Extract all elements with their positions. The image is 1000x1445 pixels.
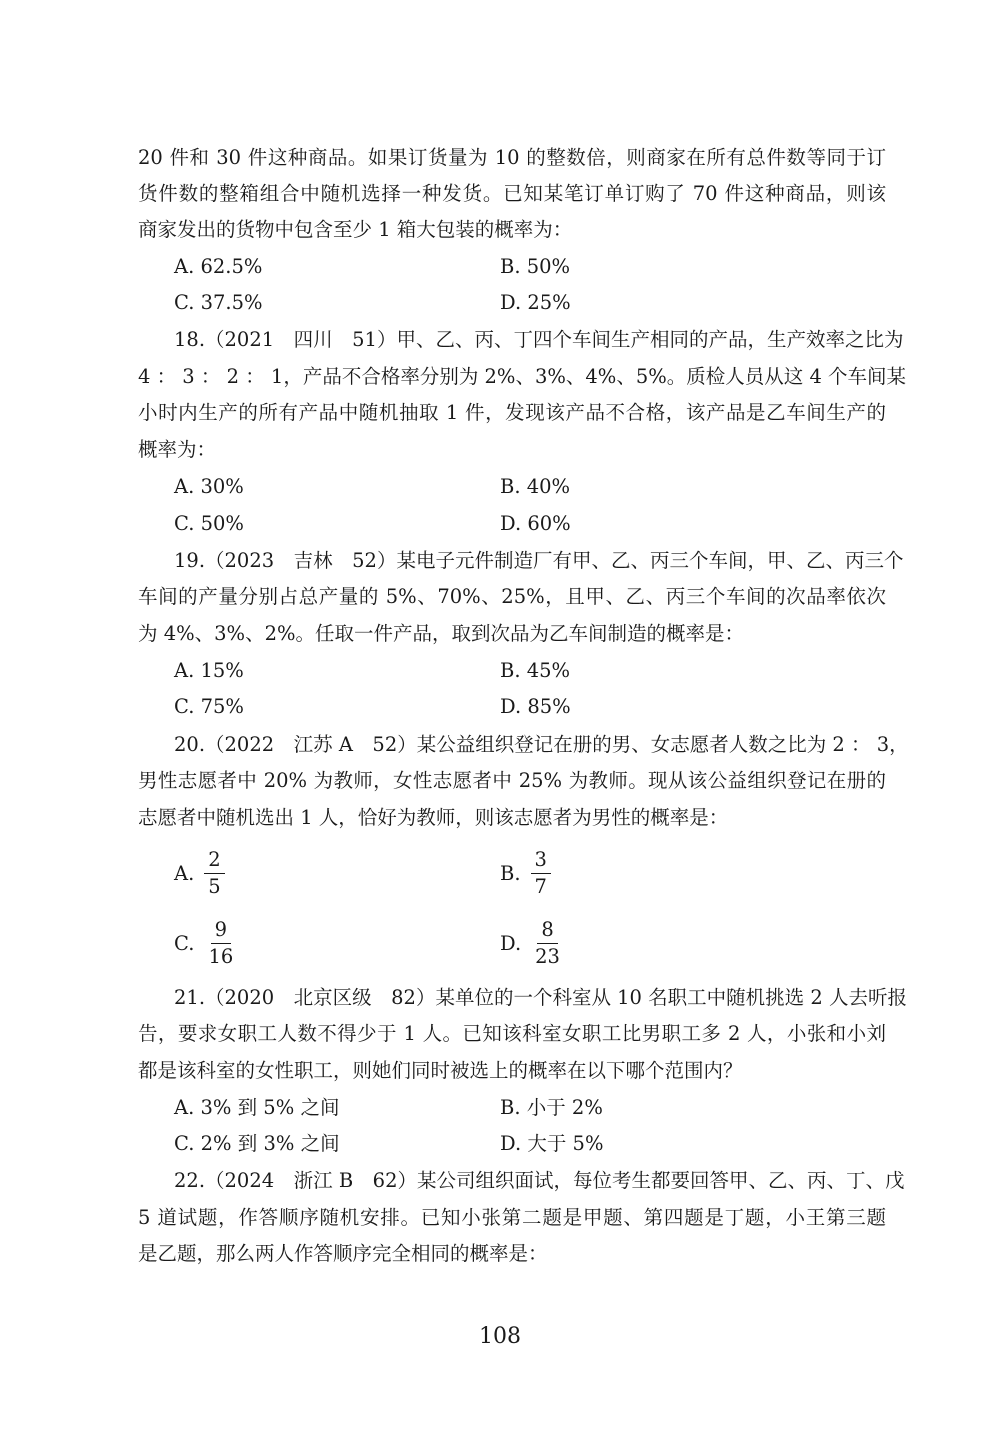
q18-option-b: B. 40% (500, 475, 571, 498)
q20-option-a (174, 842, 225, 904)
fraction (531, 849, 551, 898)
fraction (204, 919, 237, 968)
q21-text-line-2: 告，要求女职工人数不得少于 1 人。已知该科室女职工比男职工多 2 人，小张和小刘 (138, 1022, 886, 1045)
q20-option-d (500, 912, 564, 974)
q20-option-c (174, 912, 237, 974)
q20-text-line-2: 男性志愿者中 20% 为教师，女性志愿者中 25% 为教师。现从该公益组织登记在册的 (138, 769, 886, 792)
q21-text-line-3: 都是该科室的女性职工，则她们同时被选上的概率在以下哪个范围内？ (138, 1059, 743, 1082)
q17-text-line-1: 20 件和 30 件这种商品。如果订货量为 10 的整数倍，则商家在所有总件数等同于订 (138, 146, 886, 169)
q21-option-b: B. 小于 2% (500, 1096, 603, 1119)
q17-option-c: C. 37.5% (174, 291, 263, 314)
q17-text-line-3: 商家发出的货物中包含至少 1 箱大包装的概率为： (138, 218, 573, 241)
option-label: C. (174, 931, 195, 955)
numerator: 9 (211, 919, 231, 944)
q17-option-d: D. 25% (500, 291, 571, 314)
q19-option-c: C. 75% (174, 695, 244, 718)
numerator: 8 (537, 919, 557, 944)
q19-option-d: D. 85% (500, 695, 571, 718)
q18-text-line-3: 小时内生产的所有产品中随机抽取 1 件，发现该产品不合格，该产品是乙车间生产的 (138, 401, 886, 424)
q18-text-line-1: 18.（2021 四川 51）甲、乙、丙、丁四个车间生产相同的产品，生产效率之比为 (174, 328, 904, 351)
denominator: 5 (208, 874, 221, 898)
q19-option-a: A. 15% (174, 659, 244, 682)
q21-option-a: A. 3% 到 5% 之间 (174, 1096, 340, 1119)
q19-option-b: B. 45% (500, 659, 571, 682)
denominator: 16 (208, 944, 234, 968)
q17-option-a: A. 62.5% (174, 255, 263, 278)
denominator: 23 (535, 944, 560, 968)
q22-text-line-3: 是乙题，那么两人作答顺序完全相同的概率是： (138, 1242, 548, 1265)
option-label: A. (174, 861, 195, 885)
fraction (204, 849, 224, 898)
q21-option-c: C. 2% 到 3% 之间 (174, 1132, 340, 1155)
numerator: 3 (531, 849, 551, 874)
q18-option-d: D. 60% (500, 512, 571, 535)
q18-text-line-2: 4 ： 3 ： 2 ： 1，产品不合格率分别为 2%、3%、4%、5%。质检人员从这 4 个车间某 (138, 365, 907, 388)
q22-text-line-2: 5 道试题，作答顺序随机安排。已知小张第二题是甲题、第四题是丁题，小王第三题 (138, 1206, 886, 1229)
q20-text-line-3: 志愿者中随机选出 1 人，恰好为教师，则该志愿者为男性的概率是： (138, 806, 729, 829)
q21-text-line-1: 21.（2020 北京区级 82）某单位的一个科室从 10 名职工中随机挑选 2 人去听报 (174, 986, 907, 1009)
q20-option-b (500, 842, 551, 904)
q20-text-line-1: 20.（2022 江苏 A 52）某公益组织登记在册的男、女志愿者人数之比为 2 ： 3， (174, 733, 909, 756)
option-label: B. (500, 861, 521, 885)
q19-text-line-1: 19.（2023 吉林 52）某电子元件制造厂有甲、乙、丙三个车间，甲、乙、丙三个 (174, 549, 904, 572)
denominator: 7 (534, 874, 547, 898)
option-label: D. (500, 931, 522, 955)
q17-option-b: B. 50% (500, 255, 571, 278)
page-number: 108 (479, 1324, 521, 1349)
q17-text-line-2: 货件数的整箱组合中随机选择一种发货。已知某笔订单订购了 70 件这种商品，则该 (138, 182, 886, 205)
q18-option-a: A. 30% (174, 475, 244, 498)
q19-text-line-3: 为 4%、3%、2%。任取一件产品，取到次品为乙车间制造的概率是： (138, 622, 745, 645)
fraction (531, 919, 564, 968)
q22-text-line-1: 22.（2024 浙江 B 62）某公司组织面试，每位考生都要回答甲、乙、丙、丁、戊 (174, 1169, 905, 1192)
q18-option-c: C. 50% (174, 512, 244, 535)
numerator: 2 (204, 849, 224, 874)
q18-text-line-4: 概率为： (138, 438, 217, 461)
q19-text-line-2: 车间的产量分别占总产量的 5%、70%、25%，且甲、乙、丙三个车间的次品率依次 (138, 585, 886, 608)
q21-option-d: D. 大于 5% (500, 1132, 604, 1155)
